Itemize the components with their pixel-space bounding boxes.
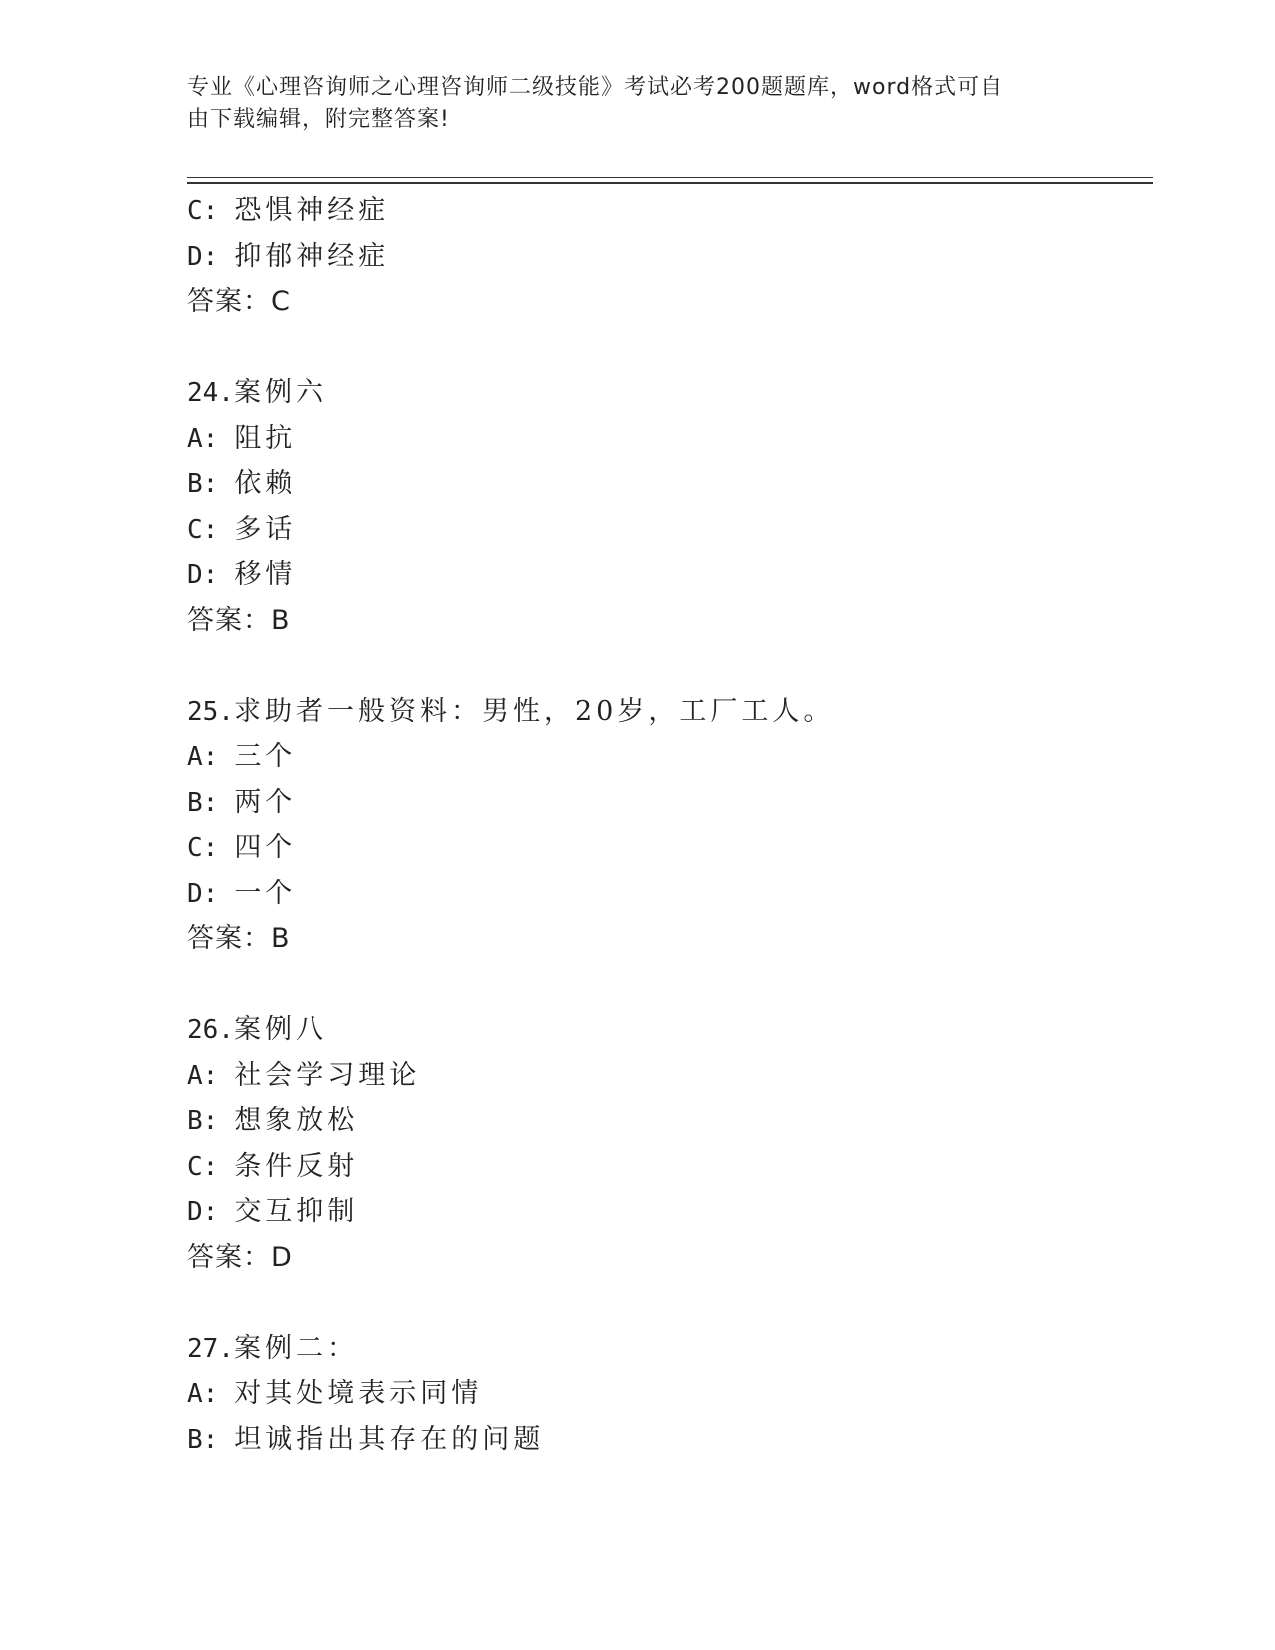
option-text: 移情	[234, 559, 297, 590]
question-title	[187, 689, 1153, 735]
answer-row	[187, 916, 1153, 962]
question-number: 24.	[187, 378, 234, 408]
option-row	[187, 1189, 1153, 1235]
option-letter: C:	[187, 514, 219, 545]
option-text: 多话	[234, 513, 297, 545]
option-text: 三个	[234, 741, 297, 772]
question-title	[187, 370, 1153, 416]
option-letter: B:	[187, 787, 219, 818]
option-letter: C:	[187, 1151, 219, 1182]
option-letter: B:	[187, 1106, 219, 1136]
option-letter: A:	[187, 742, 219, 772]
option-text: 阻抗	[234, 422, 297, 454]
question-number: 27.	[187, 1333, 234, 1364]
option-row	[187, 825, 1153, 871]
question-list	[187, 188, 1153, 1462]
header-line-1: 专业《心理咨询师之心理咨询师二级技能》考试必考200题题库，word格式可自	[187, 75, 1004, 100]
option-text: 坦诚指出其存在的问题	[234, 1423, 545, 1455]
question-text: 求助者一般资料：男性，20岁，工厂工人。	[233, 695, 835, 727]
option-row	[187, 1417, 1153, 1463]
answer-value: B	[271, 604, 291, 636]
option-letter: D:	[187, 878, 219, 909]
option-row	[187, 1053, 1153, 1099]
option-text: 抑郁神经症	[234, 240, 390, 272]
option-row	[187, 1371, 1153, 1417]
option-letter: B:	[187, 469, 219, 499]
option-text: 恐惧神经症	[234, 195, 390, 226]
question-title	[187, 1326, 1153, 1372]
option-text: 条件反射	[234, 1150, 359, 1182]
option-letter: D:	[187, 1197, 219, 1227]
option-text: 交互抑制	[234, 1196, 359, 1227]
option-text: 依赖	[234, 468, 297, 499]
option-text: 社会学习理论	[234, 1059, 421, 1091]
answer-row	[187, 1235, 1153, 1281]
option-letter: A:	[187, 1060, 219, 1091]
answer-value: B	[271, 923, 291, 954]
answer-value: D	[271, 1241, 293, 1273]
option-letter: A:	[187, 1379, 219, 1409]
question-number: 25.	[187, 696, 234, 727]
question-text: 案例六	[233, 377, 327, 408]
answer-label: 答案：	[187, 604, 271, 636]
option-text: 对其处境表示同情	[234, 1378, 483, 1409]
page-header	[187, 72, 1067, 136]
answer-row	[187, 598, 1153, 644]
option-text: 想象放松	[234, 1105, 359, 1136]
option-letter: C:	[187, 196, 219, 226]
header-line-2: 由下载编辑，附完整答案!	[187, 107, 450, 132]
option-row	[187, 507, 1153, 553]
option-row	[187, 1098, 1153, 1144]
option-row	[187, 234, 1153, 280]
option-row	[187, 734, 1153, 780]
header-divider-thin	[187, 177, 1153, 178]
option-letter: D:	[187, 560, 219, 590]
question-title	[187, 1007, 1153, 1053]
answer-label: 答案：	[187, 286, 271, 317]
option-row	[187, 780, 1153, 826]
answer-label: 答案：	[187, 923, 271, 954]
option-letter: A:	[187, 423, 219, 454]
option-row	[187, 552, 1153, 598]
answer-label: 答案：	[187, 1241, 271, 1273]
option-text: 四个	[234, 832, 297, 863]
option-row	[187, 1144, 1153, 1190]
option-letter: D:	[187, 241, 219, 272]
option-row	[187, 871, 1153, 917]
option-letter: B:	[187, 1424, 219, 1455]
answer-row	[187, 279, 1153, 325]
option-letter: C:	[187, 833, 219, 863]
option-text: 一个	[234, 877, 297, 909]
question-text: 案例二：	[233, 1332, 358, 1364]
option-row	[187, 461, 1153, 507]
question-number: 26.	[187, 1015, 234, 1045]
question-text: 案例八	[233, 1014, 327, 1045]
option-row	[187, 188, 1153, 234]
option-row	[187, 416, 1153, 462]
answer-value: C	[271, 286, 291, 317]
header-divider-thick	[187, 182, 1153, 184]
option-text: 两个	[234, 786, 297, 818]
